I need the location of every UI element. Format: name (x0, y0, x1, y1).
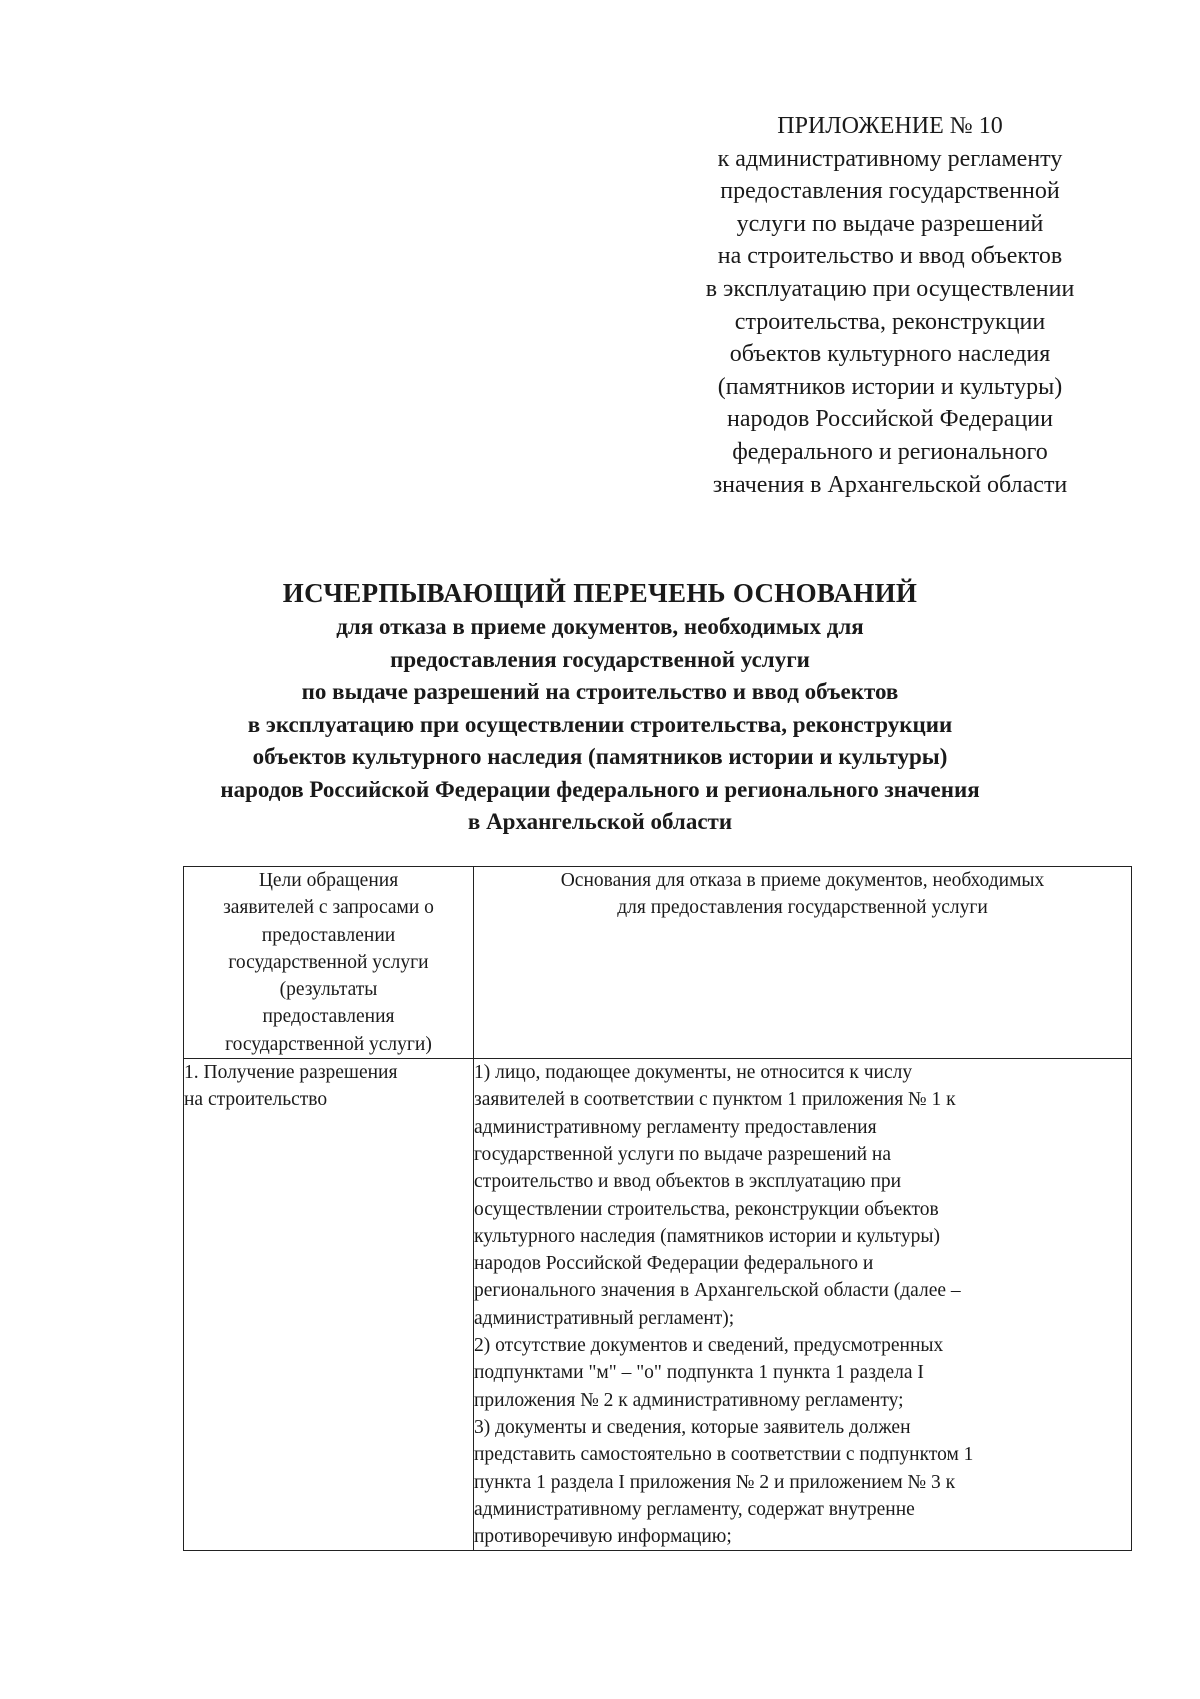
appendix-line: (памятников истории и культуры) (717, 373, 1063, 400)
reason-line: административному регламенту, содержат внутренне (474, 1498, 915, 1520)
header-goals-line: Цели обращения (258, 870, 399, 891)
grounds-table (183, 866, 1132, 1551)
table-header-row (184, 867, 1132, 1059)
header-goals-line: предоставлении (261, 924, 396, 946)
header-goals-cell (184, 867, 474, 1059)
reason-line: 2) отсутствие документов и сведений, предусмотренных (474, 1335, 944, 1357)
reason-line: пункта 1 раздела I приложения № 2 и приложением № 3 к (474, 1471, 956, 1493)
reason-line: строительство и ввод объектов в эксплуатацию при (474, 1171, 902, 1193)
title-line: в Архангельской области (467, 809, 733, 834)
appendix-line: услуги по выдаче разрешений (736, 210, 1044, 237)
header-goals-line: государственной услуги (228, 951, 429, 973)
title-line: объектов культурного наследия (памятников истории и культуры) (252, 744, 948, 769)
reason-line: административный регламент); (474, 1307, 735, 1329)
header-grounds-line: Основания для отказа в приеме документов, необходимых (560, 870, 1045, 891)
appendix-line: строительства, реконструкции (734, 308, 1046, 335)
reason-line: административному регламенту предоставления (474, 1116, 877, 1138)
header-goals-line: заявителей с запросами о (223, 897, 434, 919)
appendix-line: объектов культурного наследия (729, 341, 1051, 368)
document-title (130, 575, 1070, 839)
title-subtitle (130, 611, 1070, 839)
reasons-cell (474, 1059, 1132, 1551)
goal-cell (184, 1059, 474, 1551)
header-goals-line: (результаты (279, 979, 378, 1001)
title-line: по выдаче разрешений на строительство и ввод объектов (301, 679, 899, 704)
appendix-line: в эксплуатацию при осуществлении (705, 275, 1075, 302)
title-line: предоставления государственной услуги (390, 646, 810, 672)
appendix-line: на строительство и ввод объектов (717, 243, 1063, 270)
reason-line: государственной услуги по выдаче разрешений на (474, 1143, 892, 1165)
goal-line: 1. Получение разрешения (184, 1062, 398, 1084)
appendix-line: предоставления государственной (720, 178, 1060, 205)
header-grounds-line: для предоставления государственной услуги (617, 897, 988, 919)
table-row (184, 1059, 1132, 1551)
reason-line: заявителей в соответствии с пунктом 1 приложения № 1 к (474, 1089, 956, 1111)
goal-line: на строительство (184, 1089, 328, 1111)
title-line: народов Российской Федерации федерального и регионального значения (220, 776, 980, 802)
appendix-header (660, 110, 1120, 501)
reason-line: народов Российской Федерации федерального и (474, 1253, 874, 1275)
reason-line: противоречивую информацию; (474, 1526, 732, 1548)
appendix-line: ПРИЛОЖЕНИЕ № 10 (777, 113, 1003, 139)
appendix-line: значения в Архангельской области (712, 471, 1068, 498)
header-grounds-cell (474, 867, 1132, 1059)
title-line: для отказа в приеме документов, необходимых для (336, 614, 864, 639)
appendix-line: федерального и регионального (732, 438, 1048, 465)
reason-line: 3) документы и сведения, которые заявитель должен (474, 1416, 911, 1438)
reason-line: осуществлении строительства, реконструкции объектов (474, 1198, 939, 1220)
header-goals-line: предоставления (262, 1006, 395, 1028)
appendix-line: народов Российской Федерации (727, 406, 1053, 433)
reason-line: приложения № 2 к административному регламенту; (474, 1389, 904, 1411)
reason-line: регионального значения в Архангельской области (далее – (474, 1280, 961, 1302)
title-main: ИСЧЕРПЫВАЮЩИЙ ПЕРЕЧЕНЬ ОСНОВАНИЙ (282, 578, 918, 608)
reason-line: представить самостоятельно в соответствии с подпунктом 1 (474, 1444, 974, 1466)
reason-line: 1) лицо, подающее документы, не относится к числу (474, 1062, 913, 1084)
reason-line: подпунктами "м" – "о" подпункта 1 пункта 1 раздела I (474, 1362, 924, 1384)
reason-line: культурного наследия (памятников истории и культуры) (474, 1225, 940, 1247)
title-line: в эксплуатацию при осуществлении строительства, реконструкции (247, 711, 953, 737)
header-goals-line: государственной услуги) (225, 1033, 432, 1055)
appendix-line: к административному регламенту (717, 145, 1063, 172)
